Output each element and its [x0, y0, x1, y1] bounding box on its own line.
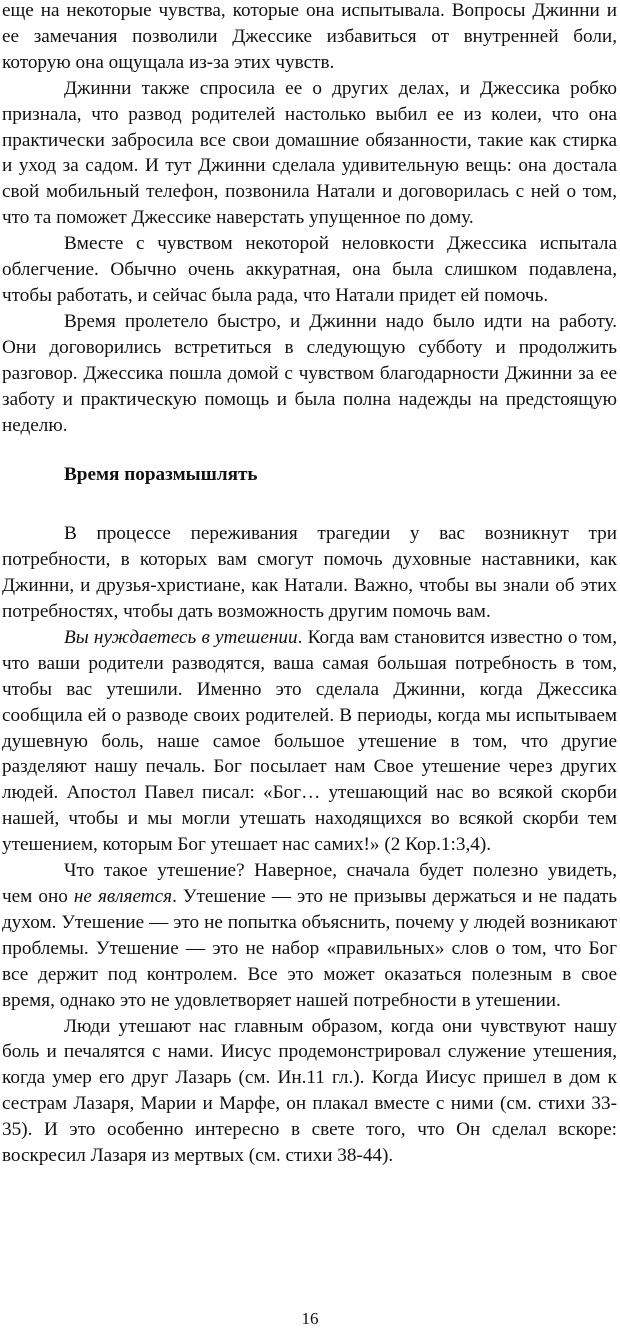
what-italic: не является [73, 886, 173, 907]
paragraph-what-is-comfort [2, 858, 617, 1013]
comfort-text: . Когда вам становится известно о том, что ваши родители разводятся, ваша самая большая потребность в том, чтобы вас утешили. Именно это сделала Джинни, когда Джессика сообщила ей о разводе своих родителей. В периоды, когда мы испытываем душевную боль, наше самое большое утешение в том, что другие разделяют нашу печаль. Бог посылает нам Свое утешение через других людей. Апостол Павел писал: «Бог… утешающий нас во всякой скорби нашей, чтобы и мы могли утешать находящихся во всякой скорби тем утешением, которым Бог утешает нас самих!» (2 Кор.1:3,4). [2, 626, 617, 856]
what-before: Что такое утешение? Наверное, сначала будет полезно увидеть, чем оно [2, 860, 617, 907]
italic-lead: Вы нуждаетесь в утешении [64, 626, 298, 648]
page-body [2, 0, 617, 1169]
paragraph-people-comfort: Люди утешают нас главным образом, когда они чувствуют нашу боль и печалятся с нами. Иисус продемонстрировал служение утешения, когда умер его друг Лазарь (см. Ин.11 гл.). Когда Иисус пришел в дом к сестрам Лазаря, Марии и Марфе, он плакал вместе с ними (см. стихи 33-35). И это особенно интересно в свете того, что Он сделал вскоре: воскресил Лазаря из мертвых (см. стихи 38-44). [2, 1015, 617, 1167]
paragraph-jinny-asked: Джинни также спросила ее о других делах, и Джессика робко признала, что развод родителей настолько выбил ее из колеи, что она практически забросила все свои домашние обязанности, такие как стирка и уход за садом. И тут Джинни сделала удивительную вещь: она достала свой мобильный телефон, позвонила Натали и договорилась с ней о том, что та поможет Джессике наверстать упущенное по дому. [2, 77, 617, 229]
paragraph-relief: Вместе с чувством некоторой неловкости Джессика испытала облегчение. Обычно очень аккуратная, она была слишком подавлена, чтобы работать, и сейчас была рада, что Натали придет ей помочь. [2, 233, 617, 306]
paragraph-time-flew: Время пролетело быстро, и Джинни надо было идти на работу. Они договорились встретиться в следующую субботу и продолжить разговор. Джессика пошла домой с чувством благодарности Джинни за ее заботу и практическую помощь и была полна надежды на предстоящую неделю. [2, 310, 617, 436]
section-heading: Время поразмышлять [64, 464, 258, 486]
paragraph-continuation: еще на некоторые чувства, которые она испытывала. Вопросы Джинни и ее замечания позволили Джессике избавиться от внутренней боли, которую она ощущала из-за этих чувств. [2, 0, 617, 73]
what-after: . Утешение — это не призывы держаться и не падать духом. Утешение — это не попытка объяснить, почему у людей возникают проблемы. Утешение — это не набор «правильных» слов о том, что Бог все держит под контролем. Все это может оказаться полезным в свое время, однако это не удовлетворяет нашей потребности в утешении. [2, 886, 618, 1011]
page-number: 16 [301, 1309, 319, 1328]
paragraph-three-needs: В процессе переживания трагедии у вас возникнут три потребности, в которых вам смогут помочь духовные наставники, как Джинни, и друзья-христиане, как Натали. Важно, чтобы вы знали об этих потребностях, чтобы дать возможность другим помочь вам. [2, 523, 617, 623]
paragraph-comfort-need [2, 625, 617, 858]
